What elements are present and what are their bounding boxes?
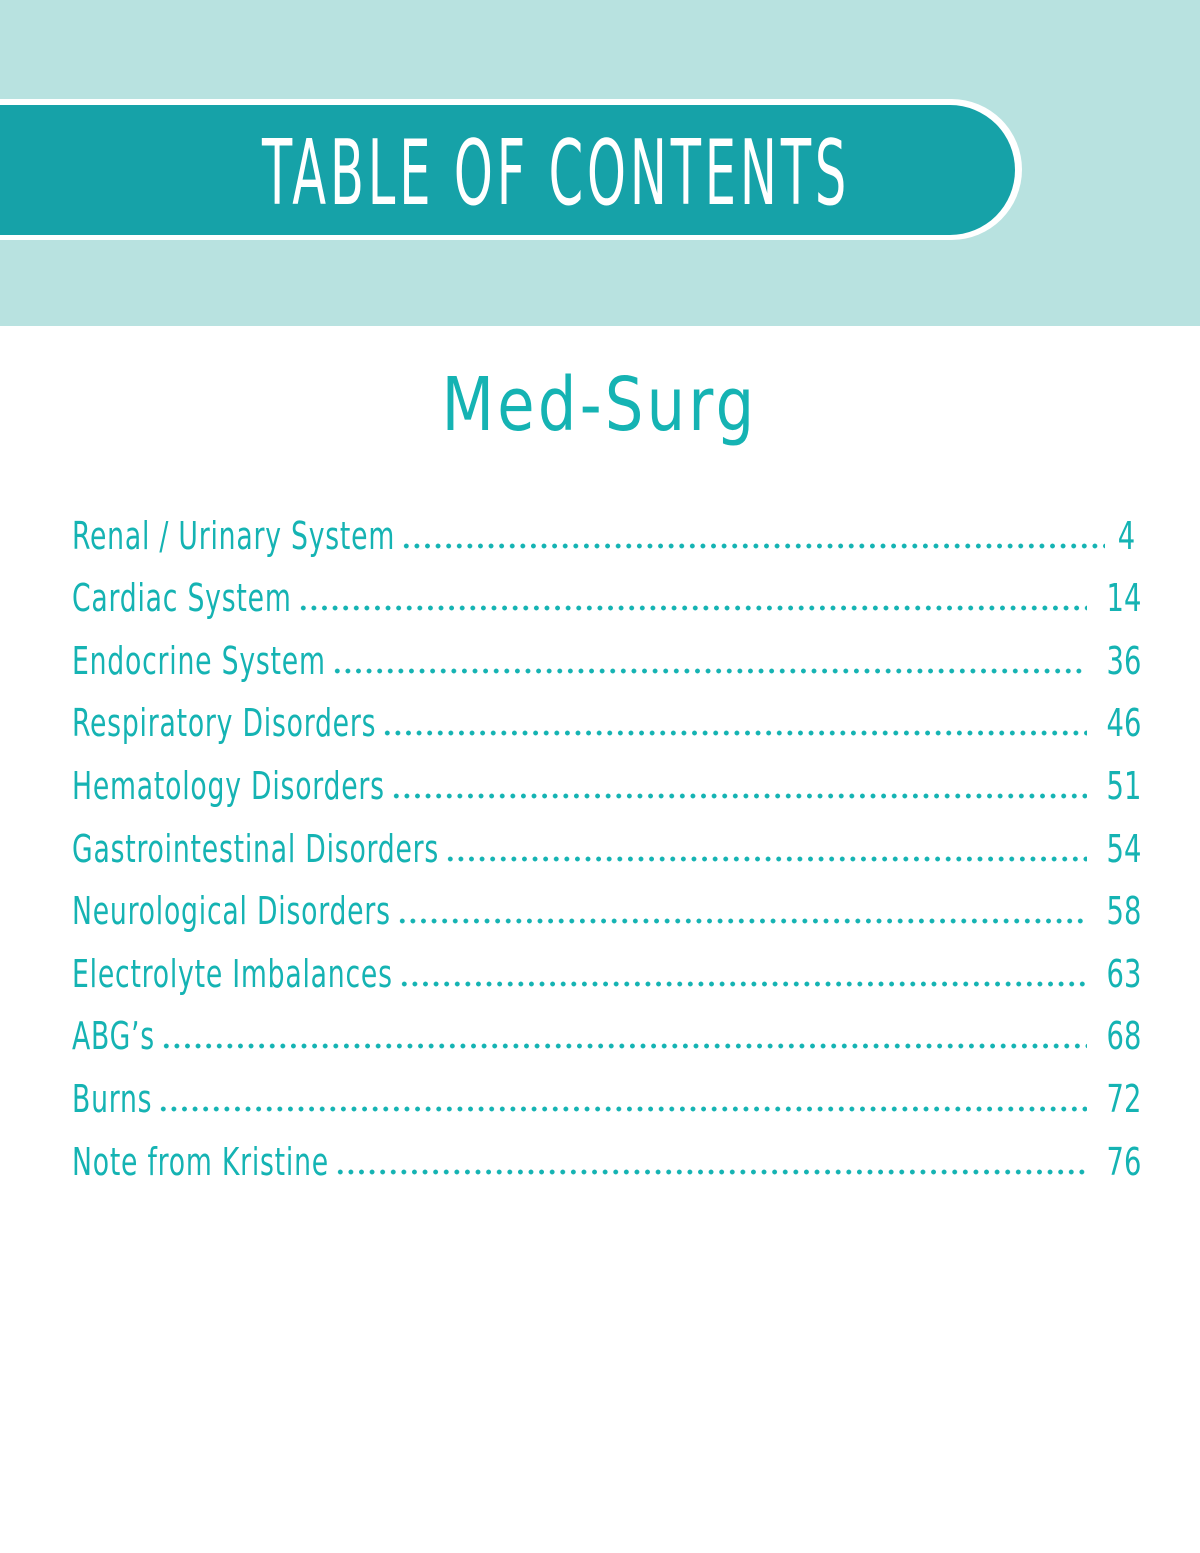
toc-entry-label: Burns bbox=[72, 1076, 153, 1121]
toc-entry-electrolyte-imbalances[interactable] bbox=[72, 935, 1142, 998]
toc-entry-page: 36 bbox=[1106, 638, 1142, 683]
toc-entry-page: 14 bbox=[1106, 576, 1142, 621]
toc-entry-page: 68 bbox=[1106, 1014, 1142, 1059]
toc-entry-label: Respiratory Disorders bbox=[72, 701, 377, 746]
table-of-contents bbox=[72, 497, 1142, 1186]
dot-leader bbox=[382, 729, 1087, 737]
toc-entry-label: Hematology Disorders bbox=[72, 763, 385, 808]
toc-entry-page: 63 bbox=[1106, 951, 1142, 996]
toc-entry-label: Neurological Disorders bbox=[72, 889, 391, 934]
toc-entry-label: Renal / Urinary System bbox=[72, 513, 396, 558]
section-heading-text: Med-Surg bbox=[442, 362, 758, 448]
toc-entry-abgs[interactable] bbox=[72, 998, 1142, 1061]
toc-entry-page: 51 bbox=[1106, 763, 1142, 808]
toc-entry-note-from-kristine[interactable] bbox=[72, 1123, 1142, 1186]
toc-entry-neurological-disorders[interactable] bbox=[72, 873, 1142, 936]
toc-entry-label: Electrolyte Imbalances bbox=[72, 951, 393, 996]
section-heading bbox=[0, 360, 1200, 450]
toc-entry-burns[interactable] bbox=[72, 1060, 1142, 1123]
dot-leader bbox=[401, 542, 1104, 550]
toc-entry-respiratory-disorders[interactable] bbox=[72, 685, 1142, 748]
toc-entry-label: Cardiac System bbox=[72, 576, 292, 621]
toc-entry-label: Endocrine System bbox=[72, 638, 326, 683]
toc-entry-renal-urinary-system[interactable] bbox=[72, 497, 1135, 560]
toc-entry-page: 46 bbox=[1106, 701, 1142, 746]
toc-entry-page: 72 bbox=[1106, 1076, 1142, 1121]
dot-leader bbox=[332, 667, 1087, 675]
dot-leader bbox=[335, 1168, 1087, 1176]
dot-leader bbox=[399, 980, 1087, 988]
dot-leader bbox=[391, 792, 1087, 800]
toc-entry-page: 76 bbox=[1106, 1139, 1142, 1184]
dot-leader bbox=[445, 855, 1087, 863]
page-title: TABLE OF CONTENTS bbox=[262, 121, 851, 226]
toc-entry-hematology-disorders[interactable] bbox=[72, 747, 1142, 810]
dot-leader bbox=[158, 1105, 1087, 1113]
dot-leader bbox=[397, 917, 1087, 925]
toc-entry-page: 54 bbox=[1106, 826, 1142, 871]
toc-entry-label: Gastrointestinal Disorders bbox=[72, 826, 440, 871]
toc-entry-page: 4 bbox=[1117, 513, 1135, 558]
toc-entry-label: ABG’s bbox=[72, 1014, 155, 1059]
toc-entry-label: Note from Kristine bbox=[72, 1139, 329, 1184]
toc-entry-endocrine-system[interactable] bbox=[72, 622, 1142, 685]
dot-leader bbox=[298, 604, 1088, 612]
dot-leader bbox=[161, 1042, 1087, 1050]
toc-entry-cardiac-system[interactable] bbox=[72, 560, 1142, 623]
toc-entry-page: 58 bbox=[1106, 889, 1142, 934]
toc-entry-gastrointestinal-disorders[interactable] bbox=[72, 810, 1142, 873]
